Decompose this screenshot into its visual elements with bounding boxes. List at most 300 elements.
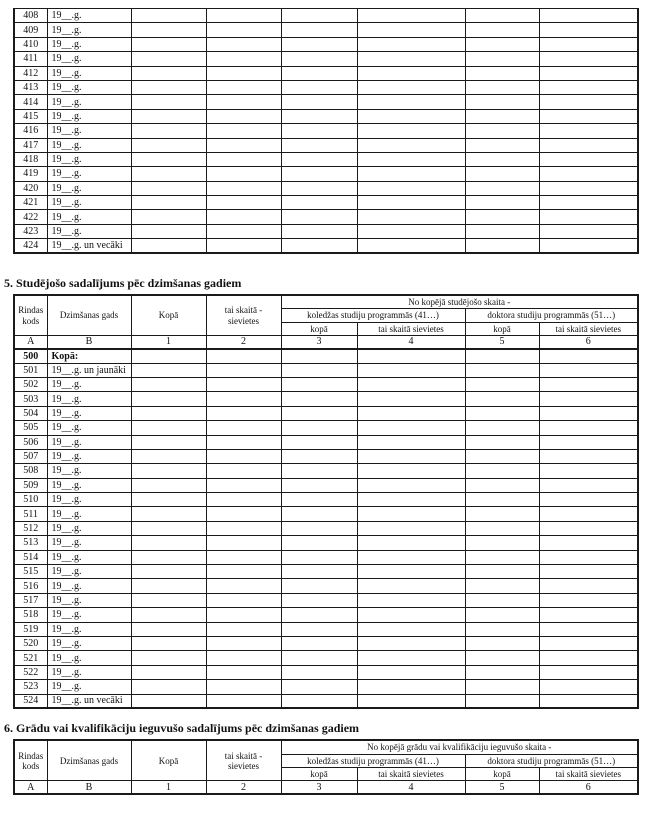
col-number-2: 2 bbox=[206, 336, 281, 349]
value-cell-women bbox=[206, 464, 281, 478]
row-code: 501 bbox=[14, 363, 47, 377]
value-cell-total bbox=[131, 224, 206, 238]
value-cell-college-total bbox=[281, 579, 357, 593]
value-cell-doctoral-total bbox=[465, 95, 539, 109]
row-code: 411 bbox=[14, 52, 47, 66]
value-cell-women bbox=[206, 507, 281, 521]
birth-year-label: 19__.g. bbox=[47, 37, 131, 51]
value-cell-college-total bbox=[281, 9, 357, 23]
value-cell-total bbox=[131, 680, 206, 694]
total-row bbox=[14, 349, 638, 363]
birth-year-label: 19__.g. bbox=[47, 80, 131, 94]
table-row bbox=[14, 608, 638, 622]
value-cell-doctoral-total bbox=[465, 23, 539, 37]
table-row bbox=[14, 138, 638, 152]
table-row bbox=[14, 579, 638, 593]
value-cell-doctoral-total bbox=[465, 550, 539, 564]
value-cell-college-total bbox=[281, 392, 357, 406]
table-row bbox=[14, 680, 638, 694]
section4-table-body bbox=[14, 9, 638, 254]
value-cell-college-women bbox=[357, 665, 465, 679]
value-cell-doctoral-total bbox=[465, 406, 539, 420]
value-cell-doctoral-women bbox=[539, 622, 638, 636]
section5-table-body bbox=[14, 349, 638, 363]
value-cell-doctoral-women bbox=[539, 210, 638, 224]
table-row bbox=[14, 66, 638, 80]
value-cell-doctoral-total bbox=[465, 579, 539, 593]
birth-year-label: 19__.g. bbox=[47, 565, 131, 579]
col-letter-b: B bbox=[47, 781, 131, 794]
value-cell-doctoral-women bbox=[539, 493, 638, 507]
header-row-1 bbox=[14, 740, 638, 754]
value-cell-total bbox=[131, 52, 206, 66]
col-number-5: 5 bbox=[465, 781, 539, 794]
header-tai-skaita-sievietes: tai skaitā - sievietes bbox=[206, 740, 281, 781]
value-cell-doctoral-total bbox=[465, 521, 539, 535]
birth-year-label: 19__.g. bbox=[47, 507, 131, 521]
row-code: 515 bbox=[14, 565, 47, 579]
table-row bbox=[14, 9, 638, 23]
col-number-1: 1 bbox=[131, 336, 206, 349]
value-cell-college-total bbox=[281, 363, 357, 377]
header-group-span: No kopējā studējošo skaita - bbox=[281, 295, 638, 309]
value-cell-doctoral-women bbox=[539, 449, 638, 463]
section5-table bbox=[13, 294, 639, 709]
birth-year-label: 19__.g. bbox=[47, 622, 131, 636]
header-group-span: No kopējā grādu vai kvalifikāciju ieguvušo skaita - bbox=[281, 740, 638, 754]
value-cell-women bbox=[206, 210, 281, 224]
row-code: 420 bbox=[14, 181, 47, 195]
value-cell-doctoral-total bbox=[465, 694, 539, 708]
row-code: 423 bbox=[14, 224, 47, 238]
birth-year-label: 19__.g. bbox=[47, 536, 131, 550]
birth-year-label: 19__.g. bbox=[47, 152, 131, 166]
row-code: 513 bbox=[14, 536, 47, 550]
value-cell-doctoral-total bbox=[465, 608, 539, 622]
header-college-women: tai skaitā sievietes bbox=[357, 322, 465, 335]
value-cell-college-women bbox=[357, 478, 465, 492]
value-cell-doctoral-total bbox=[465, 9, 539, 23]
value-cell-total bbox=[131, 210, 206, 224]
col-number-1: 1 bbox=[131, 781, 206, 794]
birth-year-label: 19__.g. bbox=[47, 224, 131, 238]
value-cell-women bbox=[206, 23, 281, 37]
value-cell-doctoral-total bbox=[465, 138, 539, 152]
value-cell-doctoral-women bbox=[539, 37, 638, 51]
value-cell-college-total bbox=[281, 536, 357, 550]
value-cell-doctoral-women bbox=[539, 694, 638, 708]
table-row bbox=[14, 109, 638, 123]
table-row bbox=[14, 521, 638, 535]
value-cell-women bbox=[206, 224, 281, 238]
value-cell-women bbox=[206, 392, 281, 406]
row-code: 410 bbox=[14, 37, 47, 51]
birth-year-label: 19__.g. bbox=[47, 95, 131, 109]
value-cell-doctoral-total bbox=[465, 636, 539, 650]
value-cell-women bbox=[206, 377, 281, 391]
value-cell-doctoral-women bbox=[539, 565, 638, 579]
table-row bbox=[14, 493, 638, 507]
value-cell-college-women bbox=[357, 565, 465, 579]
value-cell-total bbox=[131, 636, 206, 650]
value-cell-doctoral-total bbox=[465, 651, 539, 665]
value-cell-college-women bbox=[357, 536, 465, 550]
value-cell-total bbox=[131, 651, 206, 665]
col-letter-a: A bbox=[14, 336, 47, 349]
section6-title: 6. Grādu vai kvalifikāciju ieguvušo sadalījums pēc dzimšanas gadiem bbox=[4, 721, 360, 736]
table-row bbox=[14, 80, 638, 94]
birth-year-label: 19__.g. bbox=[47, 109, 131, 123]
value-cell-women bbox=[206, 665, 281, 679]
row-code: 424 bbox=[14, 239, 47, 253]
column-letters-row bbox=[14, 781, 638, 794]
table-row bbox=[14, 651, 638, 665]
col-number-4: 4 bbox=[357, 336, 465, 349]
value-cell-college-total bbox=[281, 37, 357, 51]
value-cell-college-total bbox=[281, 196, 357, 210]
row-code: 519 bbox=[14, 622, 47, 636]
value-cell-college-women bbox=[357, 579, 465, 593]
value-cell-doctoral-women bbox=[539, 406, 638, 420]
value-cell-college-total bbox=[281, 521, 357, 535]
row-code: 507 bbox=[14, 449, 47, 463]
row-code: 414 bbox=[14, 95, 47, 109]
table-row bbox=[14, 406, 638, 420]
header-row-1 bbox=[14, 295, 638, 309]
value-cell-total bbox=[131, 392, 206, 406]
section6-table-header bbox=[14, 740, 638, 794]
value-cell-women bbox=[206, 363, 281, 377]
table-row bbox=[14, 536, 638, 550]
value-cell-doctoral-women bbox=[539, 363, 638, 377]
birth-year-label: 19__.g. bbox=[47, 66, 131, 80]
value-cell-college-women bbox=[357, 550, 465, 564]
value-cell-women bbox=[206, 636, 281, 650]
value-cell-total bbox=[131, 23, 206, 37]
value-cell-total bbox=[131, 694, 206, 708]
value-cell-doctoral-total bbox=[465, 536, 539, 550]
row-code: 512 bbox=[14, 521, 47, 535]
value-cell-total bbox=[131, 507, 206, 521]
value-cell-women bbox=[206, 109, 281, 123]
birth-year-label: 19__.g. bbox=[47, 521, 131, 535]
table-row bbox=[14, 694, 638, 708]
value-cell-college-total bbox=[281, 550, 357, 564]
row-code: 508 bbox=[14, 464, 47, 478]
value-cell-college-total bbox=[281, 66, 357, 80]
value-cell-college-women bbox=[357, 349, 465, 363]
birth-year-label: 19__.g. bbox=[47, 210, 131, 224]
value-cell-total bbox=[131, 478, 206, 492]
value-cell-doctoral-women bbox=[539, 665, 638, 679]
birth-year-label: 19__.g. bbox=[47, 680, 131, 694]
value-cell-college-women bbox=[357, 392, 465, 406]
value-cell-college-total bbox=[281, 680, 357, 694]
value-cell-total bbox=[131, 181, 206, 195]
value-cell-college-women bbox=[357, 622, 465, 636]
value-cell-college-total bbox=[281, 651, 357, 665]
value-cell-total bbox=[131, 124, 206, 138]
header-college-total: kopā bbox=[281, 768, 357, 781]
value-cell-college-total bbox=[281, 406, 357, 420]
birth-year-label: 19__.g. bbox=[47, 593, 131, 607]
value-cell-college-women bbox=[357, 196, 465, 210]
value-cell-doctoral-women bbox=[539, 464, 638, 478]
value-cell-doctoral-women bbox=[539, 349, 638, 363]
value-cell-doctoral-women bbox=[539, 536, 638, 550]
value-cell-doctoral-women bbox=[539, 109, 638, 123]
value-cell-college-women bbox=[357, 95, 465, 109]
value-cell-college-women bbox=[357, 608, 465, 622]
value-cell-women bbox=[206, 239, 281, 253]
value-cell-doctoral-women bbox=[539, 507, 638, 521]
header-doctoral-total: kopā bbox=[465, 768, 539, 781]
table-row bbox=[14, 593, 638, 607]
header-college-programmes: koledžas studiju programmās (41…) bbox=[281, 754, 465, 767]
birth-year-label: 19__.g. un jaunāki bbox=[47, 363, 131, 377]
row-code: 419 bbox=[14, 167, 47, 181]
value-cell-college-women bbox=[357, 80, 465, 94]
value-cell-college-total bbox=[281, 167, 357, 181]
value-cell-doctoral-total bbox=[465, 80, 539, 94]
header-doctoral-women: tai skaitā sievietes bbox=[539, 768, 638, 781]
row-code: 415 bbox=[14, 109, 47, 123]
value-cell-total bbox=[131, 363, 206, 377]
birth-year-label: 19__.g. bbox=[47, 464, 131, 478]
birth-year-label: 19__.g. bbox=[47, 181, 131, 195]
value-cell-women bbox=[206, 449, 281, 463]
row-code: 517 bbox=[14, 593, 47, 607]
value-cell-doctoral-total bbox=[465, 680, 539, 694]
value-cell-doctoral-total bbox=[465, 435, 539, 449]
value-cell-college-women bbox=[357, 421, 465, 435]
col-number-6: 6 bbox=[539, 781, 638, 794]
value-cell-total bbox=[131, 196, 206, 210]
row-code: 506 bbox=[14, 435, 47, 449]
value-cell-women bbox=[206, 550, 281, 564]
value-cell-doctoral-total bbox=[465, 66, 539, 80]
value-cell-doctoral-total bbox=[465, 478, 539, 492]
value-cell-women bbox=[206, 80, 281, 94]
row-code: 500 bbox=[14, 349, 47, 363]
header-doctoral-total: kopā bbox=[465, 322, 539, 335]
table-row bbox=[14, 239, 638, 253]
value-cell-women bbox=[206, 66, 281, 80]
value-cell-doctoral-total bbox=[465, 665, 539, 679]
value-cell-women bbox=[206, 579, 281, 593]
value-cell-total bbox=[131, 138, 206, 152]
value-cell-total bbox=[131, 449, 206, 463]
value-cell-doctoral-total bbox=[465, 464, 539, 478]
value-cell-college-total bbox=[281, 224, 357, 238]
value-cell-women bbox=[206, 694, 281, 708]
birth-year-label: 19__.g. bbox=[47, 167, 131, 181]
value-cell-doctoral-women bbox=[539, 392, 638, 406]
value-cell-doctoral-women bbox=[539, 66, 638, 80]
value-cell-doctoral-women bbox=[539, 23, 638, 37]
value-cell-women bbox=[206, 349, 281, 363]
value-cell-doctoral-total bbox=[465, 507, 539, 521]
value-cell-women bbox=[206, 152, 281, 166]
value-cell-doctoral-women bbox=[539, 138, 638, 152]
value-cell-college-women bbox=[357, 124, 465, 138]
value-cell-college-total bbox=[281, 478, 357, 492]
value-cell-women bbox=[206, 37, 281, 51]
row-code: 524 bbox=[14, 694, 47, 708]
value-cell-doctoral-women bbox=[539, 377, 638, 391]
value-cell-college-total bbox=[281, 449, 357, 463]
value-cell-college-women bbox=[357, 680, 465, 694]
value-cell-college-total bbox=[281, 239, 357, 253]
row-code: 523 bbox=[14, 680, 47, 694]
value-cell-doctoral-total bbox=[465, 152, 539, 166]
value-cell-total bbox=[131, 421, 206, 435]
section5-year-rows bbox=[14, 363, 638, 708]
header-doctoral-women: tai skaitā sievietes bbox=[539, 322, 638, 335]
value-cell-total bbox=[131, 9, 206, 23]
row-code: 520 bbox=[14, 636, 47, 650]
section5-table-header bbox=[14, 295, 638, 349]
birth-year-label: 19__.g. bbox=[47, 377, 131, 391]
table-row bbox=[14, 167, 638, 181]
table-row bbox=[14, 478, 638, 492]
value-cell-total bbox=[131, 536, 206, 550]
value-cell-college-total bbox=[281, 95, 357, 109]
birth-year-label: 19__.g. bbox=[47, 392, 131, 406]
row-code: 422 bbox=[14, 210, 47, 224]
value-cell-total bbox=[131, 550, 206, 564]
value-cell-total bbox=[131, 464, 206, 478]
value-cell-doctoral-total bbox=[465, 210, 539, 224]
value-cell-doctoral-women bbox=[539, 152, 638, 166]
table-row bbox=[14, 377, 638, 391]
value-cell-college-women bbox=[357, 493, 465, 507]
header-doctoral-programmes: doktora studiju programmās (51…) bbox=[465, 754, 638, 767]
header-rindas-kods: Rindas kods bbox=[14, 740, 47, 781]
table-row bbox=[14, 196, 638, 210]
value-cell-doctoral-total bbox=[465, 239, 539, 253]
value-cell-doctoral-women bbox=[539, 521, 638, 535]
value-cell-college-women bbox=[357, 521, 465, 535]
row-code: 511 bbox=[14, 507, 47, 521]
value-cell-college-total bbox=[281, 464, 357, 478]
value-cell-college-total bbox=[281, 636, 357, 650]
value-cell-doctoral-women bbox=[539, 478, 638, 492]
header-dzimsanas-gads: Dzimšanas gads bbox=[47, 295, 131, 336]
table-row bbox=[14, 421, 638, 435]
value-cell-women bbox=[206, 406, 281, 420]
value-cell-total bbox=[131, 349, 206, 363]
value-cell-women bbox=[206, 521, 281, 535]
value-cell-doctoral-women bbox=[539, 167, 638, 181]
col-number-6: 6 bbox=[539, 336, 638, 349]
value-cell-college-total bbox=[281, 507, 357, 521]
value-cell-total bbox=[131, 80, 206, 94]
value-cell-college-total bbox=[281, 377, 357, 391]
table-row bbox=[14, 210, 638, 224]
value-cell-doctoral-total bbox=[465, 167, 539, 181]
value-cell-women bbox=[206, 95, 281, 109]
birth-year-label: 19__.g. un vecāki bbox=[47, 239, 131, 253]
value-cell-total bbox=[131, 109, 206, 123]
value-cell-doctoral-women bbox=[539, 421, 638, 435]
table-row bbox=[14, 392, 638, 406]
value-cell-college-women bbox=[357, 66, 465, 80]
value-cell-doctoral-women bbox=[539, 636, 638, 650]
value-cell-college-total bbox=[281, 493, 357, 507]
table-row bbox=[14, 95, 638, 109]
section4-continuation-table bbox=[13, 8, 639, 254]
value-cell-doctoral-total bbox=[465, 124, 539, 138]
value-cell-college-women bbox=[357, 239, 465, 253]
birth-year-label: 19__.g. bbox=[47, 665, 131, 679]
value-cell-total bbox=[131, 493, 206, 507]
row-code: 408 bbox=[14, 9, 47, 23]
value-cell-college-women bbox=[357, 694, 465, 708]
table-row bbox=[14, 636, 638, 650]
value-cell-total bbox=[131, 239, 206, 253]
row-code: 418 bbox=[14, 152, 47, 166]
value-cell-college-women bbox=[357, 636, 465, 650]
header-dzimsanas-gads: Dzimšanas gads bbox=[47, 740, 131, 781]
value-cell-doctoral-total bbox=[465, 421, 539, 435]
row-code: 413 bbox=[14, 80, 47, 94]
birth-year-label: 19__.g. bbox=[47, 421, 131, 435]
row-code: 409 bbox=[14, 23, 47, 37]
value-cell-college-women bbox=[357, 593, 465, 607]
value-cell-women bbox=[206, 9, 281, 23]
table-row bbox=[14, 622, 638, 636]
value-cell-women bbox=[206, 565, 281, 579]
value-cell-doctoral-women bbox=[539, 52, 638, 66]
value-cell-total bbox=[131, 565, 206, 579]
table-row bbox=[14, 665, 638, 679]
row-code: 416 bbox=[14, 124, 47, 138]
value-cell-doctoral-women bbox=[539, 680, 638, 694]
birth-year-label: 19__.g. bbox=[47, 579, 131, 593]
value-cell-women bbox=[206, 167, 281, 181]
row-code: 503 bbox=[14, 392, 47, 406]
value-cell-college-women bbox=[357, 406, 465, 420]
value-cell-college-women bbox=[357, 138, 465, 152]
birth-year-label: 19__.g. bbox=[47, 493, 131, 507]
row-code: 505 bbox=[14, 421, 47, 435]
birth-year-label: 19__.g. bbox=[47, 23, 131, 37]
header-college-programmes: koledžas studiju programmās (41…) bbox=[281, 309, 465, 322]
value-cell-doctoral-total bbox=[465, 224, 539, 238]
section5-title: 5. Studējošo sadalījums pēc dzimšanas gadiem bbox=[4, 276, 242, 291]
table-row bbox=[14, 152, 638, 166]
value-cell-women bbox=[206, 421, 281, 435]
header-kopa: Kopā bbox=[131, 740, 206, 781]
value-cell-women bbox=[206, 608, 281, 622]
col-number-5: 5 bbox=[465, 336, 539, 349]
value-cell-college-total bbox=[281, 593, 357, 607]
value-cell-college-total bbox=[281, 694, 357, 708]
table-row bbox=[14, 464, 638, 478]
table-row bbox=[14, 181, 638, 195]
value-cell-doctoral-women bbox=[539, 181, 638, 195]
value-cell-doctoral-total bbox=[465, 377, 539, 391]
value-cell-college-total bbox=[281, 665, 357, 679]
value-cell-doctoral-women bbox=[539, 124, 638, 138]
table-row bbox=[14, 507, 638, 521]
value-cell-doctoral-total bbox=[465, 52, 539, 66]
total-label: Kopā: bbox=[47, 349, 131, 363]
value-cell-doctoral-women bbox=[539, 651, 638, 665]
value-cell-total bbox=[131, 37, 206, 51]
row-code: 521 bbox=[14, 651, 47, 665]
